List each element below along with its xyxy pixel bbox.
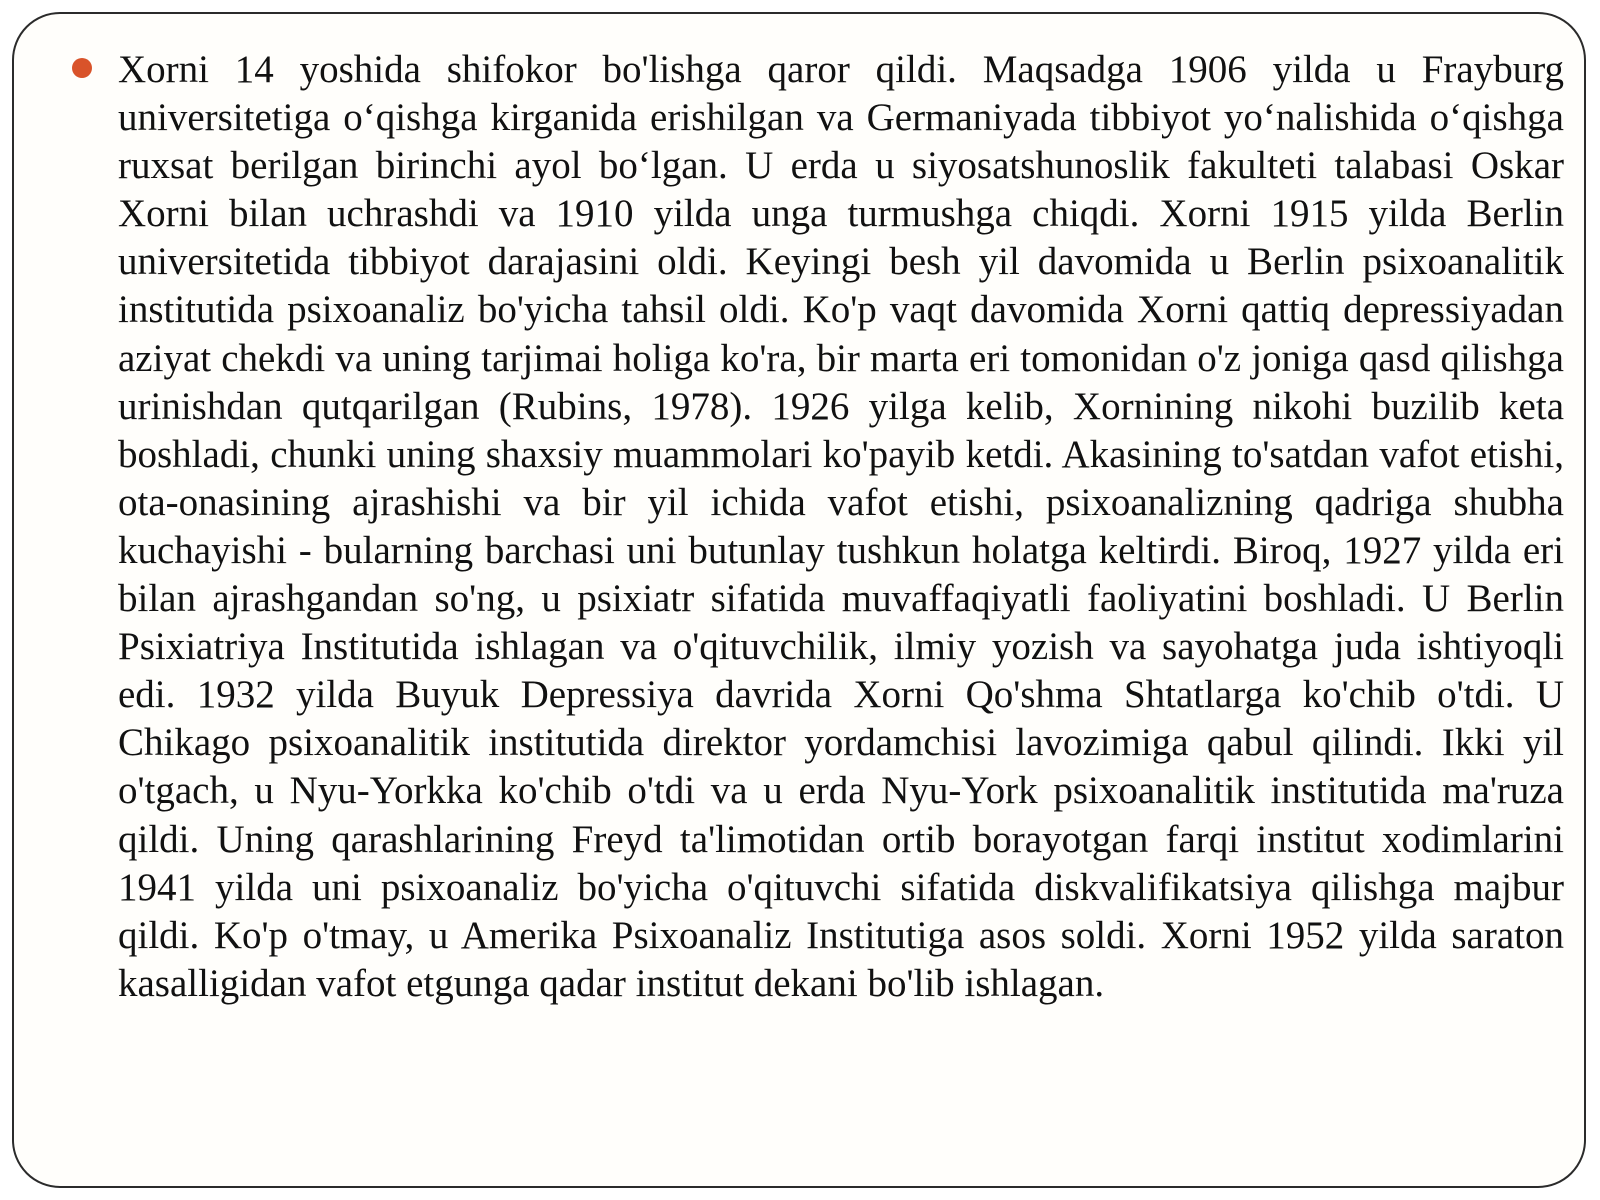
paragraph-part-1: Xorni 14 yoshida shifokor bo'lishga qaror qildi. Maqsadga 1906 yilda u Frayburg universitetiga o‘qishga kirganida erishilgan va Germaniyada tibbiyot yo‘nalishida o‘qishga ruxsat berilgan birinchi ayol bo‘lgan. U erda u siyosatshunoslik fakulteti talabasi Oskar Xorni bilan uchrashdi va 1910 yilda unga turmushga chiqdi. Xorni 1915 yilda Berlin universitetida tibbiyot darajasini oldi. Keyingi besh yil davomida u Berlin psixoanalitik institutida psixoanaliz bo'yicha tahsil oldi. Ko'p vaqt davomida Xorni qattiq depressiyadan aziyat chekdi va uning tarjimai holiga ko'ra, bir marta eri tomonidan o'z joniga qasd qilishga urinishdan qutqarilgan (Rubins, 1978). bbox=[118, 48, 1564, 428]
body-paragraph bbox=[118, 46, 1564, 1008]
bullet-dot-icon bbox=[72, 58, 92, 78]
paragraph-part-2: 1926 yilga kelib, Xornining nikohi buzilib keta boshladi, chunki uning shaxsiy muammolari ko'payib ketdi. Akasining to'satdan vafot etishi, ota-onasining ajrashishi va bir yil ichida vafot etishi, psixoanalizning qadriga shubha kuchayishi - bularning barchasi uni butunlay tushkun holatga keltirdi. Biroq, 1927 yilda eri bilan ajrashgandan so'ng, u psixiatr sifatida muvaffaqiyatli faoliyatini boshladi. U Berlin Psixiatriya Institutida ishlagan va o'qituvchilik, ilmiy yozish va sayohatga juda ishtiyoqli edi. bbox=[118, 384, 1565, 717]
paragraph-part-3: 1932 yilda Buyuk Depressiya davrida Xorni Qo'shma Shtatlarga ko'chib o'tdi. U Chikago psixoanalitik institutida direktor yordamchisi lavozimiga qabul qilindi. Ikki yil o'tgach, u Nyu-Yorkka ko'chib o'tdi va u erda Nyu-York psixoanalitik institutida ma'ruza qildi. Uning qarashlarining Freyd ta'limotidan ortib borayotgan farqi institut xodimlarini 1941 yilda uni psixoanaliz bo'yicha o'qituvchi sifatida diskvalifikatsiya qilishga majbur qildi. Ko'p o'tmay, u Amerika Psixoanaliz Institutiga asos soldi. Xorni 1952 yilda saraton kasalligidan vafot etgunga qadar institut dekani bo'lib ishlagan. bbox=[118, 673, 1565, 1005]
